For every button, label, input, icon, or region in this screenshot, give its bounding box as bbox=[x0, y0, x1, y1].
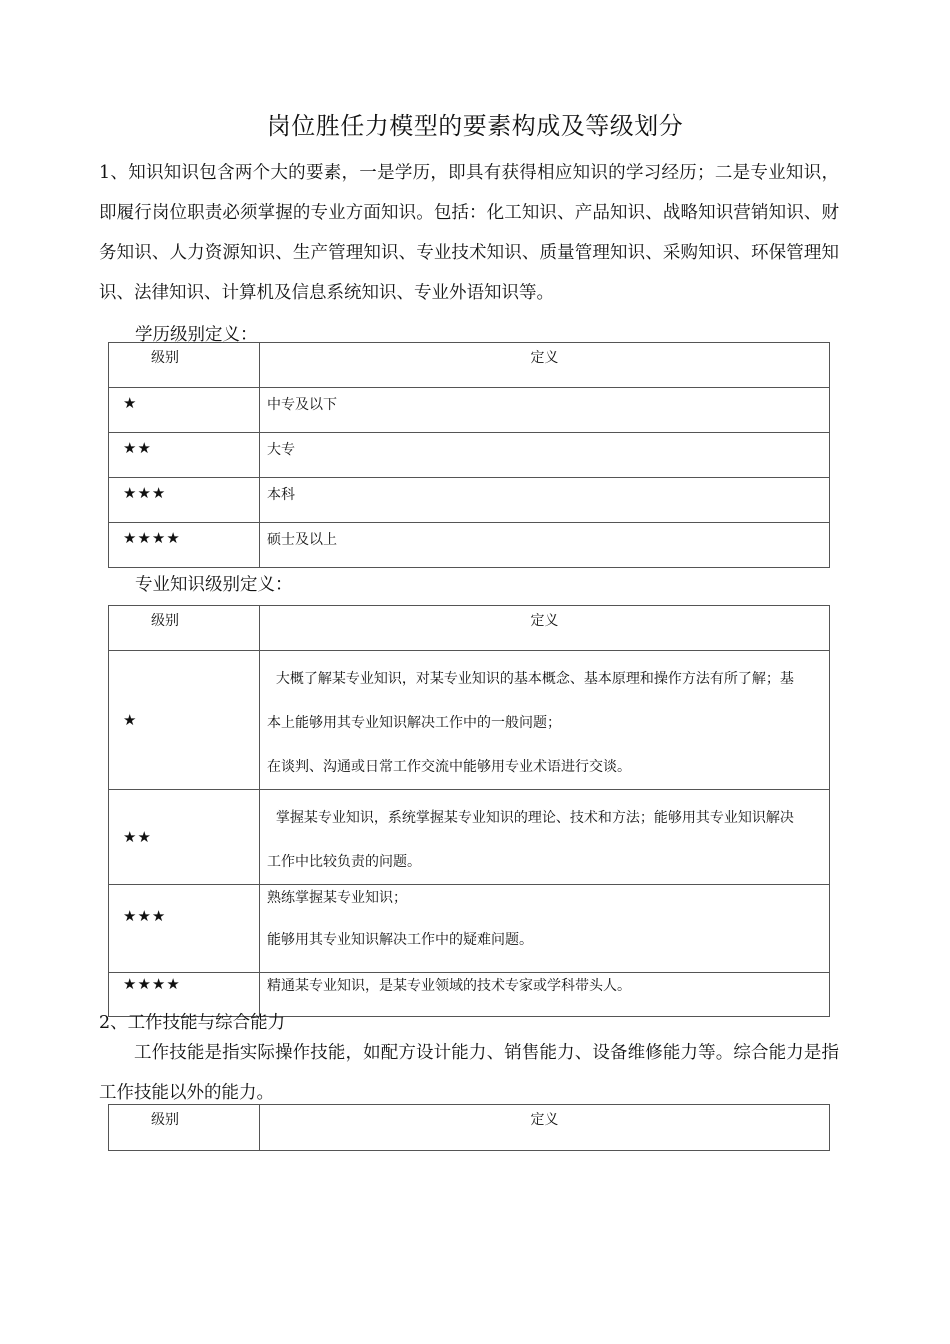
table-row bbox=[109, 388, 830, 433]
star-rating: ★ bbox=[109, 388, 260, 433]
definition-cell bbox=[260, 885, 830, 973]
definition-cell: 本科 bbox=[260, 478, 830, 523]
education-level-table bbox=[108, 342, 830, 568]
level-header: 级别 bbox=[109, 1105, 260, 1151]
knowledge-table-caption: 专业知识级别定义： bbox=[135, 575, 293, 595]
definition-line: 本上能够用其专业知识解决工作中的一般问题； bbox=[267, 715, 561, 731]
definition-line: 大概了解某专业知识，对某专业知识的基本概念、基本原理和操作方法有所了解；基 bbox=[267, 671, 794, 687]
star-rating: ★★★ bbox=[109, 478, 260, 523]
definition-header: 定义 bbox=[260, 606, 830, 651]
section2-heading: 2、工作技能与综合能力 bbox=[99, 1013, 286, 1033]
definition-cell: 精通某专业知识，是某专业领域的技术专家或学科带头人。 bbox=[260, 973, 830, 1017]
page-title: 岗位胜任力模型的要素构成及等级划分 bbox=[266, 112, 684, 140]
table-row bbox=[109, 885, 830, 973]
skills-level-table bbox=[108, 1104, 830, 1151]
level-header: 级别 bbox=[109, 343, 260, 388]
section2-paragraph: 工作技能是指实际操作技能，如配方设计能力、销售能力、设备维修能力等。综合能力是指工作技能以外的能力。 bbox=[99, 1043, 839, 1103]
star-rating: ★★ bbox=[109, 790, 260, 885]
star-rating: ★ bbox=[109, 651, 260, 790]
table-row bbox=[109, 523, 830, 568]
knowledge-level-table bbox=[108, 605, 830, 1017]
section1-paragraph: 1、知识知识包含两个大的要素，一是学历，即具有获得相应知识的学习经历；二是专业知识，即履行岗位职责必须掌握的专业方面知识。包括：化工知识、产品知识、战略知识营销知识、财务知识、人力资源知识、生产管理知识、专业技术知识、质量管理知识、采购知识、环保管理知识、法律知识、计算机及信息系统知识、专业外语知识等。 bbox=[99, 163, 839, 303]
table-row bbox=[109, 651, 830, 790]
table-header-row bbox=[109, 1105, 830, 1151]
definition-line: 掌握某专业知识，系统掌握某专业知识的理论、技术和方法；能够用其专业知识解决 bbox=[267, 810, 794, 826]
star-rating: ★★ bbox=[109, 433, 260, 478]
definition-line: 在谈判、沟通或日常工作交流中能够用专业术语进行交谈。 bbox=[267, 759, 631, 775]
definition-line: 能够用其专业知识解决工作中的疑难问题。 bbox=[267, 932, 533, 948]
definition-cell bbox=[260, 790, 830, 885]
table-header-row bbox=[109, 606, 830, 651]
definition-cell bbox=[260, 651, 830, 790]
definition-line: 工作中比较负责的问题。 bbox=[267, 854, 421, 870]
star-rating: ★★★★ bbox=[109, 523, 260, 568]
table-header-row bbox=[109, 343, 830, 388]
table-row bbox=[109, 478, 830, 523]
definition-cell: 中专及以下 bbox=[260, 388, 830, 433]
definition-cell: 大专 bbox=[260, 433, 830, 478]
table-row bbox=[109, 790, 830, 885]
table-row bbox=[109, 433, 830, 478]
star-rating: ★★★★ bbox=[109, 973, 260, 1017]
level-header: 级别 bbox=[109, 606, 260, 651]
definition-cell: 硕士及以上 bbox=[260, 523, 830, 568]
education-table-caption: 学历级别定义： bbox=[135, 325, 258, 345]
definition-header: 定义 bbox=[260, 1105, 830, 1151]
definition-header: 定义 bbox=[260, 343, 830, 388]
star-rating: ★★★ bbox=[109, 885, 260, 973]
definition-line: 熟练掌握某专业知识； bbox=[267, 890, 407, 906]
